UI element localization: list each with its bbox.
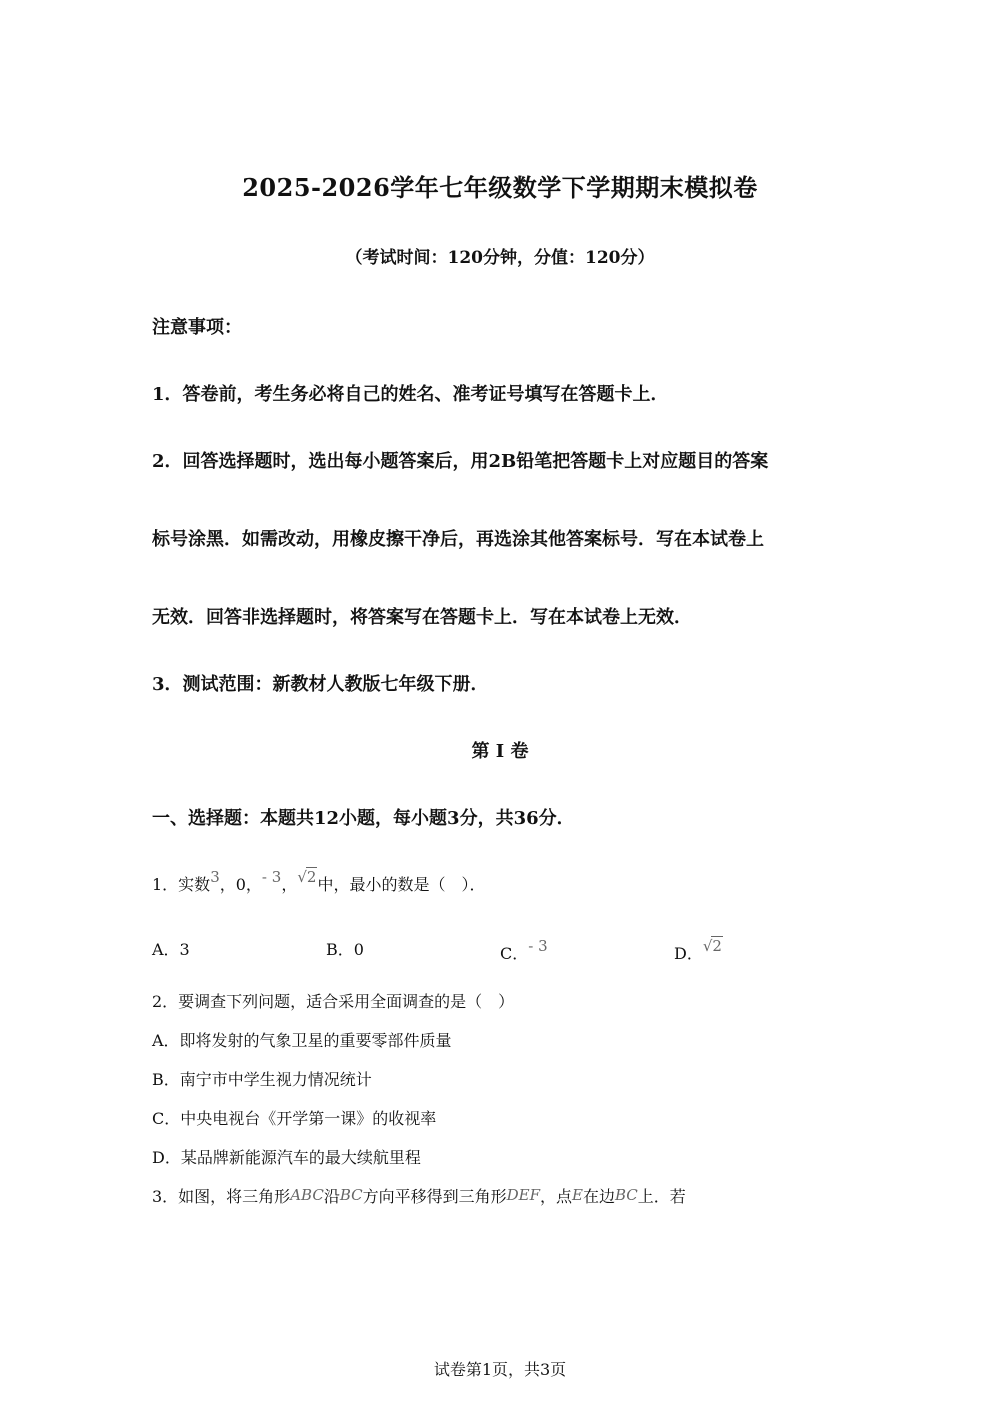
section-heading: 一、选择题：本题共12小题，每小题3分，共36分． — [152, 808, 575, 829]
q3-text-3: 方向平移得到三角形 — [362, 1187, 507, 1206]
q1-option-d — [674, 937, 723, 964]
q3-math-bc-2: BC — [615, 1186, 638, 1204]
q3-math-bc: BC — [339, 1186, 363, 1204]
q3-text-6: 上．若 — [637, 1187, 686, 1206]
notice-item-2-cont: 标号涂黑．如需改动，用橡皮擦干净后，再选涂其他答案标号．写在本试卷上 — [152, 529, 764, 550]
q1-option-d-math: 2 — [712, 937, 722, 955]
volume-label: 第 I 卷 — [471, 741, 529, 762]
q1-math-1: 3 — [210, 868, 220, 886]
q1-option-b — [326, 937, 364, 960]
notice-item-3: 3．测试范围：新教材人教版七年级下册． — [152, 674, 489, 695]
question-2-stem: 2．要调查下列问题，适合采用全面调查的是（ ） — [152, 992, 515, 1011]
sqrt-icon: √2 — [297, 868, 317, 886]
q1-option-c-math: - 3 — [528, 937, 548, 955]
q1-lead: 1．实数 — [152, 875, 211, 894]
q3-math-def: DEF — [506, 1186, 541, 1204]
q1-sep-2: ， — [281, 875, 298, 894]
q3-math-e: E — [572, 1186, 583, 1204]
notice-item-2-end: 无效．回答非选择题时，将答案写在答题卡上．写在本试卷上无效． — [152, 607, 692, 628]
page-footer: 试卷第1页，共3页 — [433, 1360, 567, 1379]
q1-option-b-label: B．0 — [326, 940, 364, 959]
notice-item-2: 2．回答选择题时，选出每小题答案后，用2B铅笔把答题卡上对应题目的答案 — [152, 451, 769, 472]
q1-math-3: 2 — [306, 868, 317, 886]
q1-math-2: - 3 — [261, 868, 282, 886]
q3-text-5: 在边 — [582, 1187, 615, 1206]
notice-heading: 注意事项： — [152, 317, 242, 338]
q1-sep-1: ，0， — [219, 875, 262, 894]
q1-option-c — [500, 937, 548, 964]
q2-option-d: D．某品牌新能源汽车的最大续航里程 — [152, 1148, 421, 1167]
exam-subtitle: （考试时间：120分钟，分值：120分） — [345, 248, 655, 268]
question-1-stem — [152, 868, 485, 895]
q1-tail: 中，最小的数是（ ）． — [317, 875, 486, 894]
q3-text-2: 沿 — [323, 1187, 340, 1206]
q2-option-b: B．南宁市中学生视力情况统计 — [152, 1070, 372, 1089]
q1-option-d-label: D． — [674, 944, 703, 963]
exam-title: 2025-2026学年七年级数学下学期期末模拟卷 — [242, 173, 758, 202]
q1-option-a-label: A．3 — [152, 940, 190, 959]
q2-option-a: A．即将发射的气象卫星的重要零部件质量 — [152, 1031, 452, 1050]
q3-math-abc: ABC — [290, 1186, 324, 1204]
q3-text-1: 3．如图，将三角形 — [152, 1187, 291, 1206]
q2-option-c: C．中央电视台《开学第一课》的收视率 — [152, 1109, 437, 1128]
sqrt-icon: √2 — [702, 937, 722, 955]
q3-text-4: ，点 — [540, 1187, 573, 1206]
q1-option-c-label: C． — [500, 944, 529, 963]
q1-option-a — [152, 937, 190, 960]
question-3-stem — [152, 1184, 686, 1207]
notice-item-1: 1．答卷前，考生务必将自己的姓名、准考证号填写在答题卡上． — [152, 384, 669, 405]
